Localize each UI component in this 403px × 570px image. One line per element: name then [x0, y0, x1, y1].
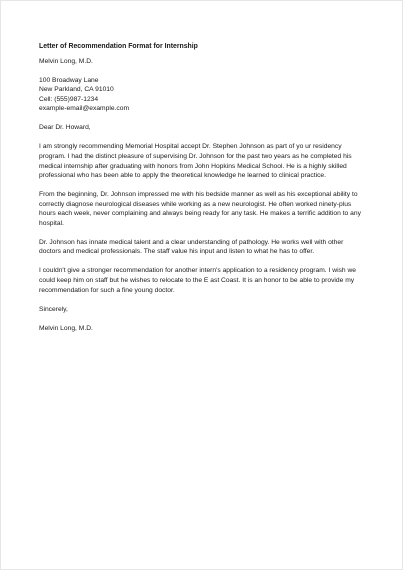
sender-address [39, 76, 371, 114]
paragraph-line: medical internship after graduating with honors from John Hopkins Medical School. He is a highly skilled [39, 162, 347, 170]
paragraph-line: I am strongly recommending Memorial Hospital accept Dr. Stephen Johnson as part of yo ur residency [39, 143, 342, 151]
paragraph-line: correctly diagnose neurological diseases while working as a new neurologist. He often worked ninety-plus [39, 200, 352, 208]
paragraph-line: hospital. [39, 219, 64, 227]
body-paragraph-3 [39, 238, 371, 257]
paragraph-line: doctors and medical professionals. The staff value his input and listen to what he has to offer. [39, 248, 315, 256]
address-line: Cell: (555)987-1234 [39, 95, 99, 103]
closing [39, 305, 371, 315]
paragraph-line: From the beginning, Dr. Johnson impressed me with his bedside manner as well as his exceptional ability to [39, 191, 358, 199]
sender-name [39, 57, 371, 67]
letter-title: Letter of Recommendation Format for Internship [39, 43, 198, 50]
letter-body [39, 42, 371, 343]
address-line: example-email@example.com [39, 105, 130, 113]
salutation [39, 123, 371, 133]
paragraph-line: I couldn't give a stronger recommendation for another intern's application to a residency program. I wish we [39, 267, 357, 275]
paragraph-line: professional who has been able to apply the theoretical knowledge he learned to clinical practice. [39, 172, 327, 180]
sender-name-text: Melvin Long, M.D. [39, 57, 93, 65]
paragraph-line: could keep him on staff but he wishes to relocate to the E ast Coast. It is an honor to be able to provide my [39, 277, 355, 285]
signature [39, 324, 371, 334]
body-paragraph-1 [39, 142, 371, 180]
body-paragraph-2 [39, 190, 371, 228]
paragraph-line: Dr. Johnson has innate medical talent and a clear understanding of pathology. He works well with other [39, 238, 344, 246]
salutation-text: Dear Dr. Howard, [39, 124, 91, 132]
paragraph-line: hours each week, never complaining and always being ready for any task. He makes a terrific addition to any [39, 210, 361, 218]
address-line: 100 Broadway Lane [39, 76, 99, 84]
paragraph-line: program. I had the distinct pleasure of supervising Dr. Johnson for the past two years as he completed his [39, 152, 352, 160]
paragraph-line: recommendation for such a fine young doctor. [39, 286, 175, 294]
signature-text: Melvin Long, M.D. [39, 324, 93, 332]
closing-text: Sincerely, [39, 305, 68, 313]
address-line: New Parkland, CA 91010 [39, 86, 114, 94]
body-paragraph-4 [39, 266, 371, 295]
